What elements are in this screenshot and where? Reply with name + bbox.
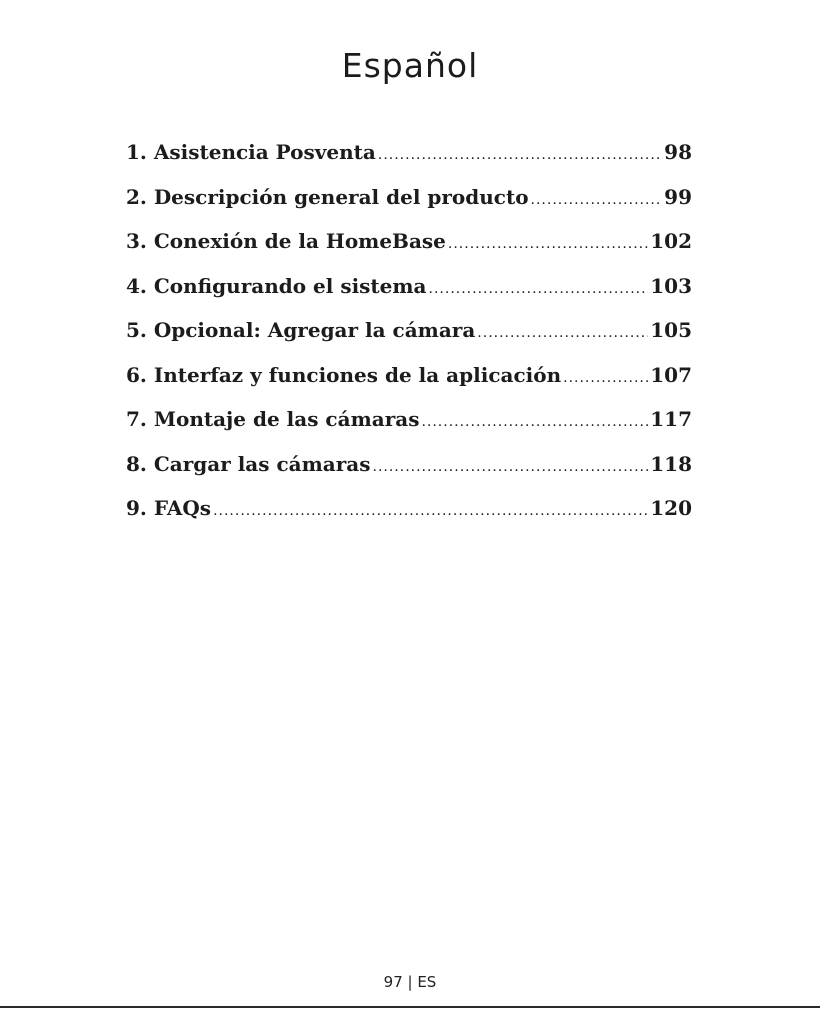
footer-divider bbox=[0, 1006, 820, 1008]
page-footer: 97 | ES bbox=[383, 973, 437, 991]
toc-entry[interactable] bbox=[126, 140, 692, 185]
toc-dot-leader bbox=[421, 414, 648, 430]
toc-entry[interactable] bbox=[126, 363, 692, 408]
toc-entry[interactable] bbox=[126, 274, 692, 319]
toc-entry[interactable] bbox=[126, 318, 692, 363]
toc-entry-page: 99 bbox=[664, 184, 692, 209]
toc-entry[interactable] bbox=[126, 229, 692, 274]
toc-entry-label: 5. Opcional: Agregar la cámara bbox=[126, 318, 476, 342]
toc-dot-leader bbox=[448, 236, 648, 252]
toc-dot-leader bbox=[531, 192, 663, 208]
toc-entry[interactable] bbox=[126, 452, 692, 497]
toc-entry-page: 118 bbox=[650, 451, 692, 476]
toc-entry-page: 107 bbox=[650, 362, 692, 387]
table-of-contents bbox=[126, 140, 692, 541]
toc-entry-label: 9. FAQs bbox=[126, 496, 212, 520]
toc-entry-page: 117 bbox=[650, 407, 692, 431]
toc-entry[interactable] bbox=[126, 185, 692, 230]
toc-entry-label: 7. Montaje de las cámaras bbox=[126, 407, 420, 431]
toc-entry-page: 98 bbox=[664, 140, 692, 164]
toc-dot-leader bbox=[563, 370, 648, 386]
toc-dot-leader bbox=[378, 147, 662, 163]
toc-dot-leader bbox=[429, 281, 649, 297]
toc-entry-page: 120 bbox=[650, 496, 692, 520]
toc-entry-label: 2. Descripción general del producto bbox=[126, 184, 529, 209]
toc-entry-label: 6. Interfaz y funciones de la aplicación bbox=[126, 362, 562, 387]
toc-dot-leader bbox=[373, 459, 649, 475]
toc-entry-page: 105 bbox=[650, 318, 692, 342]
toc-dot-leader bbox=[477, 325, 648, 341]
toc-entry-label: 8. Cargar las cámaras bbox=[126, 451, 371, 476]
toc-entry-page: 103 bbox=[650, 273, 692, 298]
toc-entry-label: 3. Conexión de la HomeBase bbox=[126, 229, 446, 253]
toc-entry[interactable] bbox=[126, 407, 692, 452]
toc-entry-page: 102 bbox=[650, 229, 692, 253]
toc-dot-leader bbox=[213, 503, 648, 519]
toc-entry[interactable] bbox=[126, 496, 692, 541]
toc-entry-label: 4. Configurando el sistema bbox=[126, 273, 427, 298]
page-title: Español bbox=[341, 46, 479, 85]
toc-entry-label: 1. Asistencia Posventa bbox=[126, 140, 376, 164]
